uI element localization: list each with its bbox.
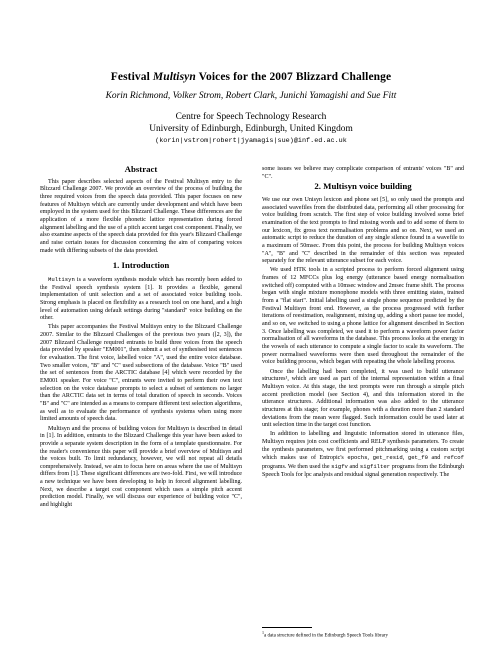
body-paragraph: Once the labelling had been completed, it was used to build utterance structures¹, which are used as part of the internal representation within a final Multisyn voice. At this stage, the text prompts were run through a simple pitch accent prediction model (see Section 4), and this information stored in the utterance structures. Additional information was also added to the utterance structures at this stage; for example, phones with a duration more than 2 standard deviations from the mean were flagged. Such information could be used later at unit selection time in the target cost function. xyxy=(262,368,464,429)
program-name: refcof xyxy=(443,454,464,462)
footnote-text: a data structure defined in the Edinburgh Speech Tools library xyxy=(264,633,389,639)
system-name: Multisyn xyxy=(48,275,75,283)
intro-heading: 1. Introduction xyxy=(112,260,170,271)
body-paragraph: We use our own Unisyn lexicon and phone set [5], so only used the prompts and associated wavefiles from the distributed data, performing all other processing for voice building from scratch. The first step of voice building involved some brief examination of the text prompts to find missing words and to add some of them to our lexicon, fix gross text normalisation problems and so on. Next, we used an automatic script to reduce the duration of any single silence found in a wavefile to a maximum of 50msec. From this point, the process for building Multisyn voices "A", "B" and "C" described in the remainder of this section was repeated separately for the relevant utterance subset for each voice. xyxy=(262,196,464,265)
affiliation-centre: Centre for Speech Technology Research xyxy=(175,112,327,122)
abstract-heading: Abstract xyxy=(124,164,158,174)
program-name: sigfv xyxy=(331,463,348,471)
affiliation-university: University of Edinburgh, Edinburgh, United Kingdom xyxy=(149,124,353,134)
paragraph-text: is a waveform synthesis module which has recently been added to the Festival speech synthesis system [1]. It provides a flexible, general implementation of unit selection and a set of associated voice building tools. Strong emphasis is placed on flexibility as a research tool on one hand, and a high level of automation using default settings during "standard" voice building on the other. xyxy=(40,276,242,322)
paragraph-text: and xyxy=(347,464,360,471)
title-emphasis: Multisyn xyxy=(152,71,196,83)
right-column xyxy=(262,166,464,481)
paragraph-text: and xyxy=(428,455,444,462)
footnote-mark: 1 xyxy=(262,630,264,635)
intro-paragraph xyxy=(40,276,242,323)
footnote xyxy=(262,630,464,640)
paragraph-text: , xyxy=(402,455,408,462)
author-list: Korin Richmond, Volker Strom, Robert Clark, Junichi Yamagishi and Sue Fitt xyxy=(105,91,397,101)
intro-paragraph: Multisyn and the process of building voices for Multisyn is described in detail in [1]. In addition, entrants to the Blizzard Challenge this year have been asked to provide a separate system description in the form of a template questionnaire. For the reader's convenience this paper will provide a brief overview of Multisyn and the voices built. To limit redundancy, however, we will not repeat all details comprehensively. Instead, we aim to focus here on areas where the use of Multisyn differs from [1]. These significant differences are two-fold. Firsi, we will introduce a new technique we have been developing to help in forced alignment labelling. Next, we describe a target cost component which uses a simple pitch accent prediction model. Finally, we will discuss our experience of building voice "C", and highlight xyxy=(40,425,242,509)
left-column xyxy=(40,166,242,511)
paragraph-text: programs from the Edinburgh Speech Tools for lpc analysis and residual signal generation respectively. The xyxy=(262,464,464,478)
program-name: epochs xyxy=(347,454,368,462)
abstract-text: This paper describes selected aspects of the Festival Multisyn entry to the Blizzard Challenge 2007. We provide an overview of the process of building the three required voices from the speech data provided. This paper focuses on new features of Multisyn which are currently under development and which have been employed in the system used for this Blizzard Challenge. These differences are the application of a more flexible phonetic lattice representation during forced alignment labelling and the use of a pitch accent target cost component. Finally, we also examine aspects of the speech data provided for this year's Blizzard Challenge and raise certain issues for discussion concerning the aim of comparing voices made with differing subsets of the data provided. xyxy=(40,178,242,254)
program-name: get_resid xyxy=(372,454,403,462)
paragraph-text: , xyxy=(367,455,373,462)
body-paragraph xyxy=(262,431,464,479)
paragraph-text: programs. We then used the xyxy=(262,464,332,471)
body-paragraph: We used HTK tools in a scripted process to perform forced alignment using frames of 12 MFCCs plus log energy (utterance based energy normalisation switched off) computed with a 10msec window and 2msec frame shift. The process began with single mixture monophone models with three emitting states, trained from a "flat start". Initial labelling used a single phone sequence predicted by the Festival Multisyn front end. However, as the process progressed with further iterations of reestimation, realignment, mixing up, adding a short pause tee model, and so on, we switched to using a phone lattice for alignment described in Section 3. Once labelling was completed, we used it to perform a waveform power factor normalisation of all waveforms in the database. This process looks at the energy in the vowels of each utterance to compute a single factor to scale its waveform. The power normalised waveforms were then used throughout the remainder of the voice building process, which began with repeating the whole labelling process. xyxy=(262,267,464,366)
title-part: Festival xyxy=(110,71,153,83)
title-part: Voices for the 2007 Blizzard Challenge xyxy=(195,71,392,83)
continued-paragraph: some issues we believe may complicate comparison of entrants' voices "B" and "C". xyxy=(262,166,464,180)
paper-title xyxy=(0,71,502,83)
section-heading: 2. Multisyn voice building xyxy=(314,181,412,192)
program-name: sigfilter xyxy=(359,463,391,471)
footnote-divider xyxy=(262,627,312,628)
program-name: get_f0 xyxy=(407,454,428,462)
paragraph-text: In addition to labelling and linguistic information stored in utterance files, Multisyn requires join cost coefficients and RELP synthesis parameters. To create the synthesis parameters, we first performed pitchmarking using a custom script which makes use of Entropic's xyxy=(262,431,464,462)
intro-paragraph: This paper accompanies the Festival Multisyn entry to the Blizzard Challenge 2007. Similar to the Blizzard Challenges of the previous two years ([2, 3]), the 2007 Blizzard Challenge required entrants to build three voices from the speech data provided by speaker "EM001", then submit a set of synthesised test sentences for evaluation. The first voice, labelled voice "A", used the entire voice database. Two smaller voices, "B" and "C" used subsections of the database. Voice "B" used the set of sentences from the ARCTIC database [4] which were recorded by the EM001 speaker. For voice "C", entrants were invited to perform their own text selection on the voice database prompts to select a subset of sentences no larger than the ARCTIC data set in terms of total duration of speech in seconds. Voices "B" and "C" are intended as a means to compare different text selection algorithms, as well as to evaluate the performance of synthesis systems when using more limited amounts of speech data. xyxy=(40,324,242,423)
author-email: (korin|vstrom|robert|jyamagis|sue)@inf.ed.ac.uk xyxy=(155,137,347,145)
